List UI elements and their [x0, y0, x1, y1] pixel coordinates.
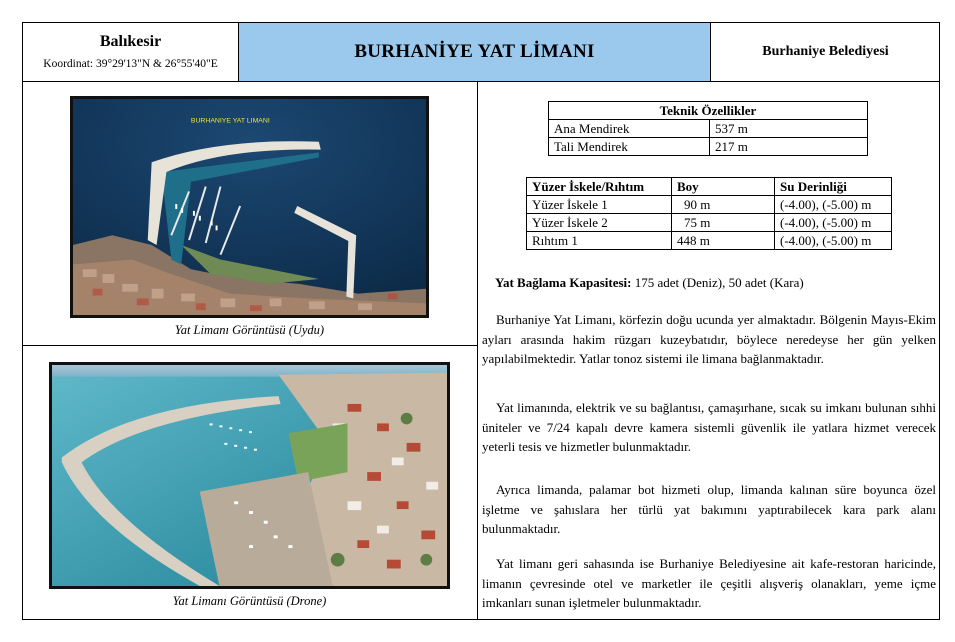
table-cell: Rıhtım 1 — [527, 232, 672, 250]
paragraph-services: Ayrıca limanda, palamar bot hizmeti olup, limanda kalınan süre boyunca özel işletme ve şahıslara her türlü yat bakımını yaptırabilecek kara park alanı bulunmaktadır. — [482, 482, 936, 536]
satellite-label: BURHANIYE YAT LIMANI — [190, 117, 270, 125]
satellite-photo — [70, 96, 429, 318]
paragraph-location: Burhaniye Yat Limanı, körfezin doğu ucunda yer almaktadır. Bölgenin Mayıs-Ekim ayları arasında hakim rüzgarı kuzeybatıdır, böylece neredeyse her gün yelken yapılabilmektedir. Yatlar tonoz sistemi ile limana bağlanmaktadır. — [482, 312, 936, 366]
document-frame — [22, 22, 940, 620]
city-name: Balıkesir — [99, 33, 162, 50]
header-row — [23, 23, 939, 82]
table-cell: 217 m — [710, 138, 868, 156]
table-header: Boy — [672, 178, 775, 196]
table-header: Yüzer İskele/Rıhtım — [527, 178, 672, 196]
table-cell: (-4.00), (-5.00) m — [775, 196, 892, 214]
piers-table — [526, 177, 892, 250]
capacity-label: Yat Bağlama Kapasitesi: — [495, 275, 632, 290]
table-cell: 448 m — [672, 232, 775, 250]
table-cell: Yüzer İskele 1 — [527, 196, 672, 214]
location-cell — [23, 23, 239, 81]
table-row — [549, 138, 868, 156]
table-cell: 537 m — [710, 120, 868, 138]
info-column — [478, 82, 940, 620]
table-row — [527, 196, 892, 214]
capacity-line — [495, 275, 804, 291]
table-header: Su Derinliği — [775, 178, 892, 196]
drone-photo — [49, 362, 450, 589]
technical-table-title: Teknik Özellikler — [549, 102, 868, 120]
satellite-caption: Yat Limanı Görüntüsü (Uydu) — [174, 323, 325, 337]
table-cell: (-4.00), (-5.00) m — [775, 214, 892, 232]
page-title: BURHANİYE YAT LİMANI — [239, 23, 711, 81]
capacity-value: 175 adet (Deniz), 50 adet (Kara) — [631, 275, 804, 290]
table-cell: 75 m — [672, 214, 775, 232]
coordinates: Koordinat: 39°29'13"N & 26°55'40"E — [43, 58, 218, 70]
owner-name: Burhaniye Belediyesi — [762, 44, 889, 59]
table-cell: Tali Mendirek — [549, 138, 710, 156]
table-row — [527, 214, 892, 232]
photo-divider — [23, 345, 477, 346]
table-cell: 90 m — [672, 196, 775, 214]
drone-caption: Yat Limanı Görüntüsü (Drone) — [172, 594, 327, 608]
table-cell: Ana Mendirek — [549, 120, 710, 138]
table-cell: Yüzer İskele 2 — [527, 214, 672, 232]
paragraph-surroundings: Yat limanı geri sahasında ise Burhaniye Belediyesine ait kafe-restoran haricinde, limanın çevresinde otel ve marketler ile çeşitli alışveriş olanakları, yeme içme imkanları sunan işletmeler bulunmaktadır. — [482, 556, 936, 610]
technical-table — [548, 101, 868, 156]
paragraph-facilities: Yat limanında, elektrik ve su bağlantısı, çamaşırhane, sıcak su imkanı bulunan sıhhi üniteler ve 7/24 kapalı devre kamera sistemli güvenlik ile yatlara hizmet verecek yeterli tesis ve hizmetler bulunmaktadır. — [482, 400, 936, 454]
table-cell: (-4.00), (-5.00) m — [775, 232, 892, 250]
table-row — [549, 120, 868, 138]
table-row — [527, 232, 892, 250]
